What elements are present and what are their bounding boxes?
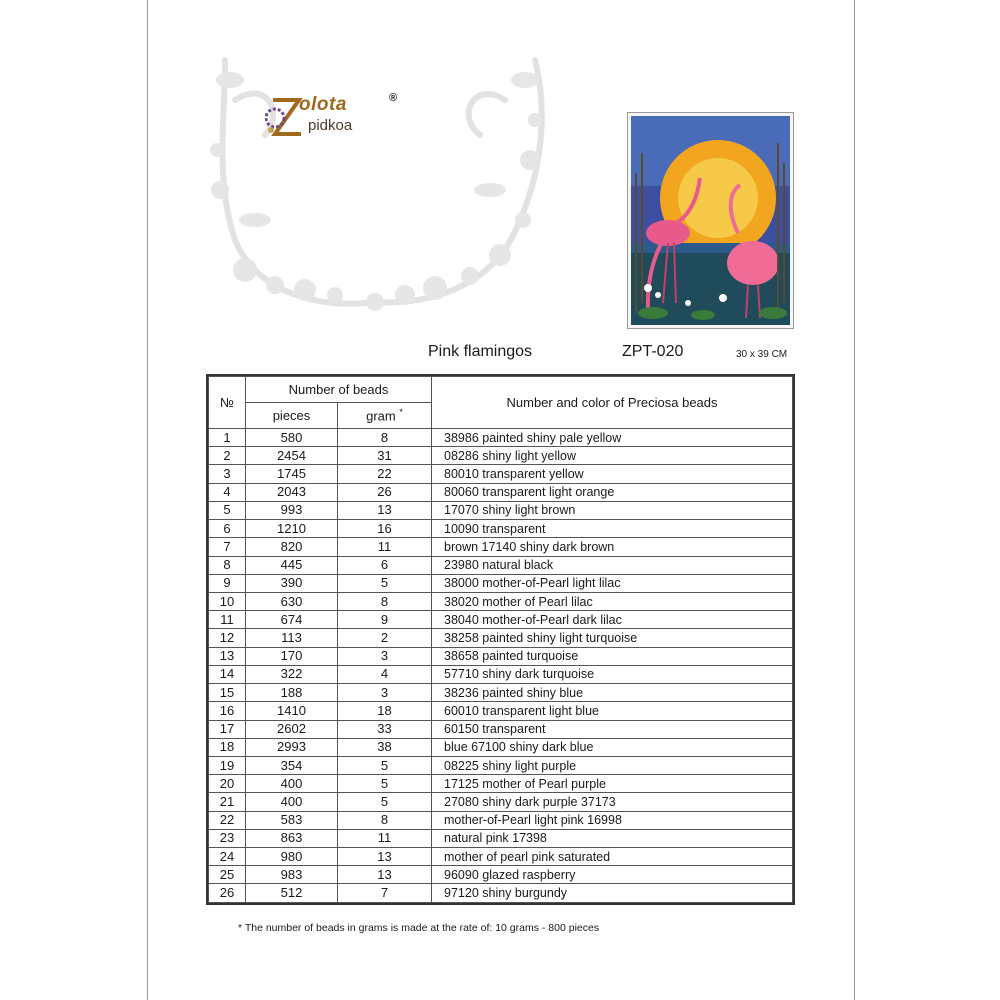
row-color: brown 17140 shiny dark brown — [432, 538, 793, 556]
header-gram — [338, 403, 432, 429]
table-row — [209, 520, 793, 538]
row-pieces: 2454 — [246, 447, 338, 465]
row-number: 14 — [209, 665, 246, 683]
table-row — [209, 829, 793, 847]
row-gram: 38 — [338, 738, 432, 756]
bead-table — [206, 374, 795, 905]
row-gram: 11 — [338, 829, 432, 847]
row-color: 38040 mother-of-Pearl dark lilac — [432, 611, 793, 629]
kit-code: ZPT-020 — [622, 343, 684, 360]
row-color: 08225 shiny light purple — [432, 756, 793, 774]
row-number: 23 — [209, 829, 246, 847]
table-row — [209, 884, 793, 903]
table-row — [209, 483, 793, 501]
row-pieces: 630 — [246, 592, 338, 610]
row-gram: 8 — [338, 811, 432, 829]
logo-text-bottom: pidkoa — [308, 117, 353, 134]
row-number: 24 — [209, 848, 246, 866]
row-number: 26 — [209, 884, 246, 903]
header-number-of-beads: Number of beads — [246, 377, 432, 403]
row-gram: 5 — [338, 793, 432, 811]
row-pieces: 400 — [246, 775, 338, 793]
table-row — [209, 556, 793, 574]
row-gram: 3 — [338, 684, 432, 702]
table-row — [209, 811, 793, 829]
row-pieces: 354 — [246, 756, 338, 774]
row-pieces: 322 — [246, 665, 338, 683]
row-number: 9 — [209, 574, 246, 592]
row-gram: 6 — [338, 556, 432, 574]
table-row — [209, 574, 793, 592]
header-bead-color: Number and color of Preciosa beads — [432, 377, 793, 429]
row-pieces: 580 — [246, 429, 338, 447]
header-gram-label: gram — [366, 408, 396, 424]
table-row — [209, 738, 793, 756]
row-pieces: 863 — [246, 829, 338, 847]
row-pieces: 170 — [246, 647, 338, 665]
row-gram: 5 — [338, 775, 432, 793]
header-gram-footnote-mark: * — [399, 407, 403, 418]
row-gram: 7 — [338, 884, 432, 903]
row-pieces: 674 — [246, 611, 338, 629]
table-row — [209, 702, 793, 720]
row-gram: 33 — [338, 720, 432, 738]
row-gram: 22 — [338, 465, 432, 483]
row-number: 17 — [209, 720, 246, 738]
row-number: 25 — [209, 866, 246, 884]
row-pieces: 512 — [246, 884, 338, 903]
brand-logo — [265, 90, 415, 146]
table-row — [209, 592, 793, 610]
kit-size: 30 x 39 CM — [736, 349, 788, 360]
row-color: 38020 mother of Pearl lilac — [432, 592, 793, 610]
row-gram: 2 — [338, 629, 432, 647]
row-color: 10090 transparent — [432, 520, 793, 538]
table-row — [209, 429, 793, 447]
row-number: 19 — [209, 756, 246, 774]
row-number: 18 — [209, 738, 246, 756]
row-color: 60010 transparent light blue — [432, 702, 793, 720]
row-number: 4 — [209, 483, 246, 501]
row-pieces: 1410 — [246, 702, 338, 720]
row-color: 08286 shiny light yellow — [432, 447, 793, 465]
table-row — [209, 775, 793, 793]
row-number: 7 — [209, 538, 246, 556]
row-gram: 18 — [338, 702, 432, 720]
table-row — [209, 720, 793, 738]
table-row — [209, 848, 793, 866]
table-row — [209, 501, 793, 519]
row-color: 38236 painted shiny blue — [432, 684, 793, 702]
row-gram: 3 — [338, 647, 432, 665]
row-color: 97120 shiny burgundy — [432, 884, 793, 903]
row-pieces: 390 — [246, 574, 338, 592]
row-color: 27080 shiny dark purple 37173 — [432, 793, 793, 811]
row-color: blue 67100 shiny dark blue — [432, 738, 793, 756]
row-gram: 16 — [338, 520, 432, 538]
row-pieces: 1210 — [246, 520, 338, 538]
row-gram: 9 — [338, 611, 432, 629]
row-gram: 13 — [338, 501, 432, 519]
table-row — [209, 793, 793, 811]
row-color: 80060 transparent light orange — [432, 483, 793, 501]
row-number: 1 — [209, 429, 246, 447]
row-pieces: 113 — [246, 629, 338, 647]
row-pieces: 583 — [246, 811, 338, 829]
table-row — [209, 611, 793, 629]
row-pieces: 983 — [246, 866, 338, 884]
row-pieces: 400 — [246, 793, 338, 811]
row-number: 6 — [209, 520, 246, 538]
row-number: 12 — [209, 629, 246, 647]
row-gram: 26 — [338, 483, 432, 501]
row-number: 21 — [209, 793, 246, 811]
row-color: 17125 mother of Pearl purple — [432, 775, 793, 793]
row-pieces: 2993 — [246, 738, 338, 756]
row-pieces: 2043 — [246, 483, 338, 501]
footnote: * The number of beads in grams is made at the rate of: 10 grams - 800 pieces — [238, 922, 600, 934]
row-gram: 11 — [338, 538, 432, 556]
row-pieces: 1745 — [246, 465, 338, 483]
row-pieces: 188 — [246, 684, 338, 702]
row-gram: 13 — [338, 848, 432, 866]
row-gram: 8 — [338, 592, 432, 610]
row-number: 11 — [209, 611, 246, 629]
table-row — [209, 866, 793, 884]
table-body — [209, 429, 793, 903]
row-number: 3 — [209, 465, 246, 483]
row-color: 57710 shiny dark turquoise — [432, 665, 793, 683]
row-number: 16 — [209, 702, 246, 720]
table-row — [209, 538, 793, 556]
table-row — [209, 647, 793, 665]
row-pieces: 2602 — [246, 720, 338, 738]
table-row — [209, 629, 793, 647]
header-number: № — [209, 377, 246, 429]
row-number: 2 — [209, 447, 246, 465]
pattern-preview-image — [627, 112, 794, 329]
row-color: mother of pearl pink saturated — [432, 848, 793, 866]
row-gram: 13 — [338, 866, 432, 884]
row-color: 38658 painted turquoise — [432, 647, 793, 665]
header-pieces: pieces — [246, 403, 338, 429]
row-color: 38000 mother-of-Pearl light lilac — [432, 574, 793, 592]
row-gram: 5 — [338, 574, 432, 592]
floral-ornament-image — [205, 40, 550, 315]
table-row — [209, 465, 793, 483]
row-gram: 8 — [338, 429, 432, 447]
row-color: natural pink 17398 — [432, 829, 793, 847]
row-gram: 31 — [338, 447, 432, 465]
row-number: 10 — [209, 592, 246, 610]
kit-name: Pink flamingos — [428, 343, 533, 360]
row-number: 8 — [209, 556, 246, 574]
row-pieces: 445 — [246, 556, 338, 574]
row-color: 80010 transparent yellow — [432, 465, 793, 483]
table-row — [209, 665, 793, 683]
row-gram: 5 — [338, 756, 432, 774]
row-color: 23980 natural black — [432, 556, 793, 574]
row-color: 60150 transparent — [432, 720, 793, 738]
row-color: 38258 painted shiny light turquoise — [432, 629, 793, 647]
table-row — [209, 756, 793, 774]
row-number: 5 — [209, 501, 246, 519]
row-number: 20 — [209, 775, 246, 793]
row-pieces: 993 — [246, 501, 338, 519]
logo-text-top: olota — [299, 94, 347, 115]
row-pieces: 980 — [246, 848, 338, 866]
row-number: 22 — [209, 811, 246, 829]
row-number: 13 — [209, 647, 246, 665]
table-row — [209, 684, 793, 702]
row-color: 96090 glazed raspberry — [432, 866, 793, 884]
row-pieces: 820 — [246, 538, 338, 556]
row-color: mother-of-Pearl light pink 16998 — [432, 811, 793, 829]
row-color: 38986 painted shiny pale yellow — [432, 429, 793, 447]
row-color: 17070 shiny light brown — [432, 501, 793, 519]
registered-mark: ® — [389, 92, 398, 104]
row-gram: 4 — [338, 665, 432, 683]
table-row — [209, 447, 793, 465]
row-number: 15 — [209, 684, 246, 702]
